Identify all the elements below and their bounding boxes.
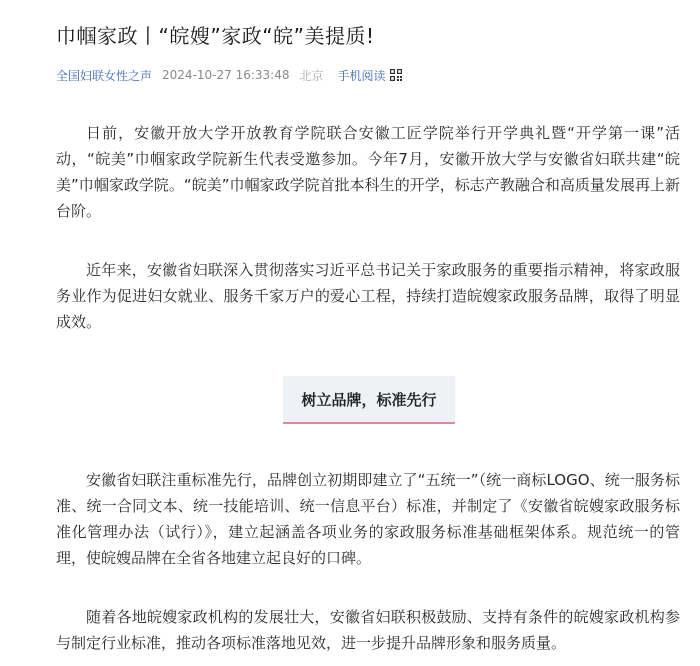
source-link[interactable]: 全国妇联女性之声: [56, 68, 153, 83]
section-heading: 树立品牌，标准先行: [301, 390, 437, 409]
article-paragraph: 日前，安徽开放大学开放教育学院联合安徽工匠学院举行开学典礼暨“开学第一课”活动，“皖美”巾帼家政学院新生代表受邀参加。今年7月，安徽开放大学与安徽省妇联共建“皖美”巾帼家政学院。“皖美”巾帼家政学院首批本科生的开学，标志产教融合和高质量发展再上新台阶。: [56, 124, 680, 220]
article-meta: [56, 66, 402, 84]
publish-location: 北京: [299, 68, 324, 83]
mobile-read-link[interactable]: 手机阅读: [337, 68, 386, 83]
section-heading-box: [283, 376, 455, 424]
article-title: 巾帼家政丨“皖嫂”家政“皖”美提质!: [56, 24, 375, 48]
article-paragraph: 随着各地皖嫂家政机构的发展壮大，安徽省妇联积极鼓励、支持有条件的皖嫂家政机构参与制定行业标准，推动各项标准落地见效，进一步提升品牌形象和服务质量。: [56, 608, 680, 652]
article-paragraph: 近年来，安徽省妇联深入贯彻落实习近平总书记关于家政服务的重要指示精神，将家政服务业作为促进妇女就业、服务千家万户的爱心工程，持续打造皖嫂家政服务品牌，取得了明显成效。: [56, 261, 680, 331]
publish-datetime: 2024-10-27 16:33:48: [162, 68, 290, 82]
qr-code-icon[interactable]: [390, 69, 402, 81]
article-paragraph: 安徽省妇联注重标准先行，品牌创立初期即建立了“五统一”（统一商标LOGO、统一服务标准、统一合同文本、统一技能培训、统一信息平台）标准，并制定了《安徽省皖嫂家政服务标准化管理办法（试行）》，建立起涵盖各项业务的家政服务标准基础框架体系。规范统一的管理，使皖嫂品牌在全省各地建立起良好的口碑。: [56, 471, 680, 567]
